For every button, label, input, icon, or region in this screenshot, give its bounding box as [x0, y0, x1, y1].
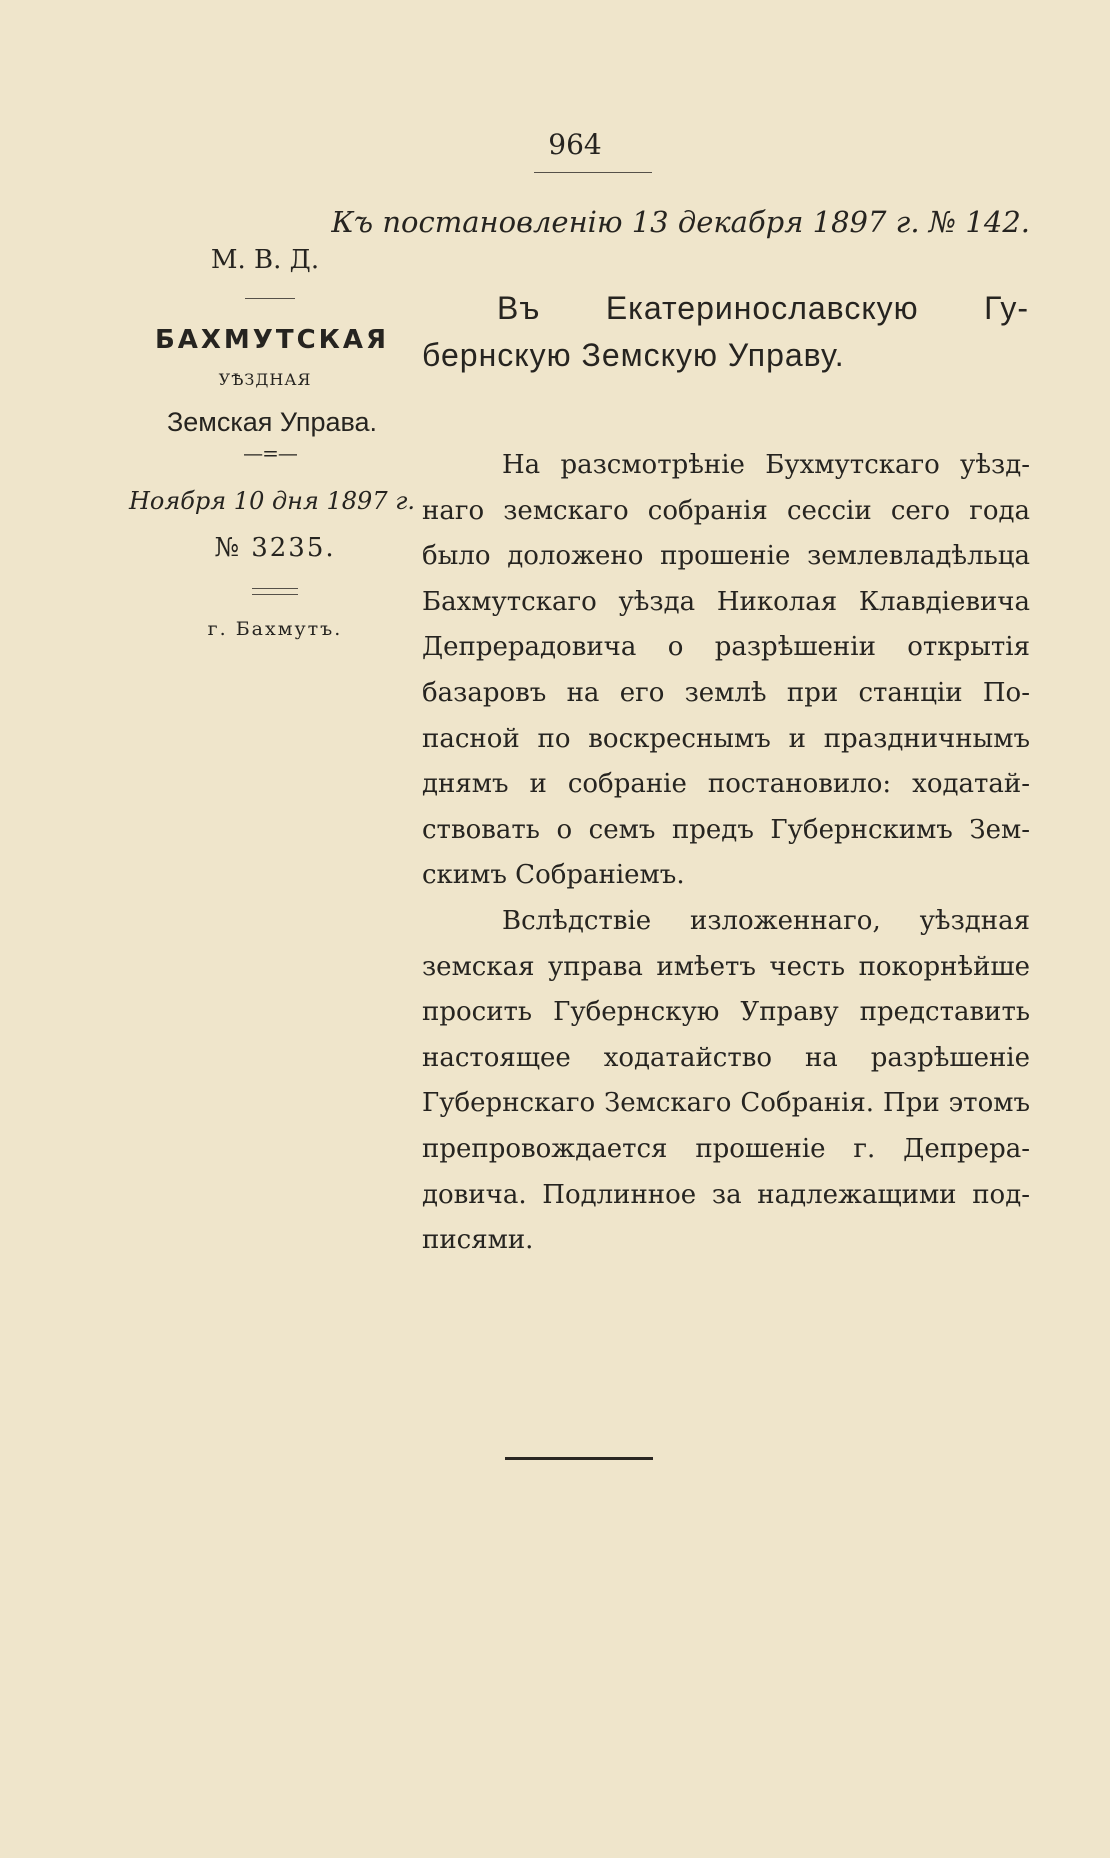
body-line: настоящее ходатайство на разрѣшеніе — [422, 1042, 1030, 1073]
institution-name: БАХМУТСКАЯ — [154, 325, 390, 355]
body-line: просить Губернскую Управу представить — [422, 997, 1030, 1028]
ministry-abbrev: М. В. Д. — [210, 245, 320, 275]
letter-date: Ноября 10 дня 1897 г. — [129, 487, 415, 515]
body-line: Вслѣдствіе изложеннаго, уѣздная — [502, 905, 1030, 936]
letter-city: г. Бахмутъ. — [207, 618, 343, 640]
body-line: писями. — [422, 1225, 534, 1256]
body-line: препровождается прошеніе г. Депрера- — [422, 1133, 1030, 1164]
body-line: было доложено прошеніе землевладѣльца — [422, 541, 1030, 572]
body-line: наго земскаго собранія сессіи сего года — [422, 495, 1030, 526]
body-line: На разсмотрѣніе Бухмутскаго уѣзд- — [502, 450, 1030, 480]
page-number: 964 — [548, 128, 602, 161]
body-line: довича. Подлинное за надлежащими под- — [422, 1179, 1030, 1210]
body-line: пасной по воскреснымъ и праздничнымъ — [422, 723, 1030, 754]
resolution-reference: Къ постановленію 13 декабря 1897 г. № 142. — [331, 205, 1030, 239]
institution-board: Земская Управа. — [166, 407, 378, 437]
addressee-heading — [422, 285, 1029, 379]
addressee-word-2: Екатеринославскую — [605, 290, 919, 326]
letterhead-rule-mid-1 — [252, 588, 298, 589]
addressee-word-1: Въ — [497, 290, 541, 326]
addressee-line-2: бернскую Земскую Управу. — [422, 337, 845, 373]
body-line: Губернскаго Земскаго Собранія. При этомъ — [422, 1088, 1030, 1119]
addressee-line-1 — [422, 285, 1029, 332]
body-line: Депрерадовича о разрѣшеніи открытія — [422, 632, 1030, 663]
addressee-word-3: Гу- — [984, 290, 1029, 326]
page-number-rule — [534, 172, 652, 173]
letterhead-dash-mark: —=— — [243, 441, 297, 465]
institution-subtitle: УѢЗДНАЯ — [218, 370, 312, 389]
body-line: земская управа имѣетъ честь покорнѣйше — [422, 951, 1030, 982]
closing-rule — [505, 1457, 653, 1460]
letterhead-rule-mid-2 — [252, 594, 298, 595]
body-line: Бахмутскаго уѣзда Николая Клавдіевича — [422, 586, 1030, 617]
body-line: ствовать о семъ предъ Губернскимъ Зем- — [422, 814, 1030, 845]
letter-number: № 3235. — [214, 533, 336, 563]
body-line: днямъ и собраніе постановило: ходатай- — [422, 769, 1030, 800]
letter-body — [422, 443, 1030, 1264]
body-line: базаровъ на его землѣ при станціи По- — [422, 677, 1030, 708]
body-line: скимъ Собраніемъ. — [422, 860, 685, 891]
letterhead-rule-top — [245, 298, 295, 299]
